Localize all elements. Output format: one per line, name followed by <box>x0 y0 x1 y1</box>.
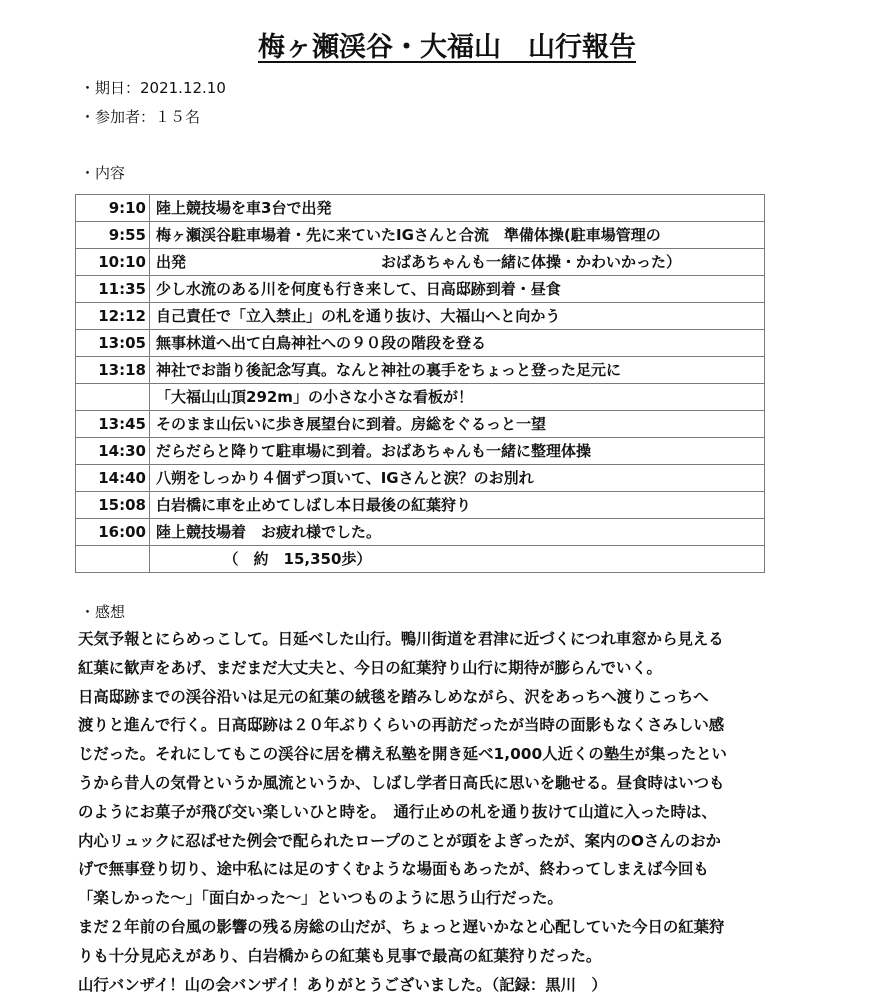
schedule-time <box>76 384 150 411</box>
schedule-time: 14:30 <box>76 438 150 465</box>
schedule-description: 陸上競技場着 お疲れ様でした。 <box>150 519 765 546</box>
schedule-description: 少し水流のある川を何度も行き来して、日高邸跡到着・昼食 <box>150 276 765 303</box>
impressions-line: げで無事登り切り、途中私には足のすくむような場面もあったが、終わってしまえば今回も <box>78 860 709 879</box>
schedule-table <box>75 194 765 573</box>
impressions-text <box>78 625 768 999</box>
schedule-time: 9:10 <box>76 195 150 222</box>
impressions-line: 山行バンザイ！山の会バンザイ！ありがとうございました。（記録：黒川 ） <box>78 975 607 994</box>
schedule-description: 梅ヶ瀬渓谷駐車場着・先に来ていたIGさんと合流 準備体操(駐車場管理の <box>150 222 765 249</box>
schedule-description: 無事林道へ出て白鳥神社への９０段の階段を登る <box>150 330 765 357</box>
schedule-description: 白岩橋に車を止めてしばし本日最後の紅葉狩り <box>150 492 765 519</box>
schedule-time: 13:18 <box>76 357 150 384</box>
schedule-description: 八朔をしっかり４個ずつ頂いて、IGさんと涙？のお別れ <box>150 465 765 492</box>
section-label-impressions: ・感想 <box>80 603 126 621</box>
schedule-time: 13:05 <box>76 330 150 357</box>
page-title-text: 梅ヶ瀬渓谷・大福山 山行報告 <box>258 32 636 63</box>
schedule-description: 陸上競技場を車3台で出発 <box>150 195 765 222</box>
schedule-description: 神社でお詣り後記念写真。なんと神社の裏手をちょっと登った足元に <box>150 357 765 384</box>
schedule-description: だらだらと降りて駐車場に到着。おばあちゃんも一緒に整理体操 <box>150 438 765 465</box>
impressions-line: うから昔人の気骨というか風流というか、しばし学者日高氏に思いを馳せる。昼食時はいつも <box>78 773 725 792</box>
section-label-content: ・内容 <box>80 164 126 182</box>
page-title <box>0 28 894 68</box>
schedule-row <box>76 330 765 357</box>
schedule-time: 9:55 <box>76 222 150 249</box>
schedule-row <box>76 249 765 276</box>
schedule-time: 16:00 <box>76 519 150 546</box>
impressions-line: のようにお菓子が飛び交い楽しいひと時を。 通行止めの札を通り抜けて山道に入った時は、 <box>78 802 717 821</box>
schedule-row <box>76 411 765 438</box>
schedule-row <box>76 438 765 465</box>
schedule-time: 13:45 <box>76 411 150 438</box>
impressions-line: 紅葉に歓声をあげ、まだまだ大丈夫と、今日の紅葉狩り山行に期待が膨らんでいく。 <box>78 658 662 677</box>
schedule-time <box>76 546 150 573</box>
schedule-time: 10:10 <box>76 249 150 276</box>
impressions-line: 渡りと進んで行く。日高邸跡は２０年ぶりくらいの再訪だったが当時の面影もなくさみしい感 <box>78 716 725 735</box>
impressions-line: 内心リュックに忍ばせた例会で配られたロープのことが頭をよぎったが、案内のOさんのおか <box>78 831 721 850</box>
schedule-time: 14:40 <box>76 465 150 492</box>
schedule-row <box>76 276 765 303</box>
impressions-line: まだ２年前の台風の影響の残る房総の山だが、ちょっと遅いかなと心配していた今日の紅葉狩 <box>78 917 725 936</box>
impressions-line: りも十分見応えがあり、白岩橋からの紅葉も見事で最高の紅葉狩りだった。 <box>78 946 602 965</box>
schedule-time: 15:08 <box>76 492 150 519</box>
schedule-row <box>76 519 765 546</box>
impressions-line: 天気予報とにらめっこして。日延べした山行。鴨川街道を君津に近づくにつれ車窓から見える <box>78 630 724 648</box>
schedule-description: （ 約 15,350歩） <box>150 546 765 573</box>
schedule-time: 11:35 <box>76 276 150 303</box>
schedule-row <box>76 546 765 573</box>
schedule-row <box>76 222 765 249</box>
schedule-row <box>76 195 765 222</box>
impressions-line: 日高邸跡までの渓谷沿いは足元の紅葉の絨毯を踏みしめながら、沢をあっちへ渡りこっちへ <box>78 687 709 706</box>
schedule-description: 自己責任で「立入禁止」の札を通り抜け、大福山へと向かう <box>150 303 765 330</box>
meta-participants: ・参加者：１５名 <box>80 108 201 126</box>
impressions-line: 「楽しかった～」「面白かった～」といつものように思う山行だった。 <box>78 889 563 908</box>
impressions-line: じだった。それにしてもこの渓谷に居を構え私塾を開き延べ1,000人近くの塾生が集ったとい <box>78 745 727 764</box>
schedule-description: そのまま山伝いに歩き展望台に到着。房総をぐるっと一望 <box>150 411 765 438</box>
meta-date: ・期日：2021.12.10 <box>80 79 226 97</box>
schedule-time: 12:12 <box>76 303 150 330</box>
schedule-row <box>76 357 765 384</box>
schedule-row <box>76 492 765 519</box>
schedule-row <box>76 303 765 330</box>
schedule-description: 「大福山山頂292m」の小さな小さな看板が！ <box>150 384 765 411</box>
schedule-row <box>76 465 765 492</box>
schedule-description: 出発 おばあちゃんも一緒に体操・かわいかった） <box>150 249 765 276</box>
schedule-row <box>76 384 765 411</box>
